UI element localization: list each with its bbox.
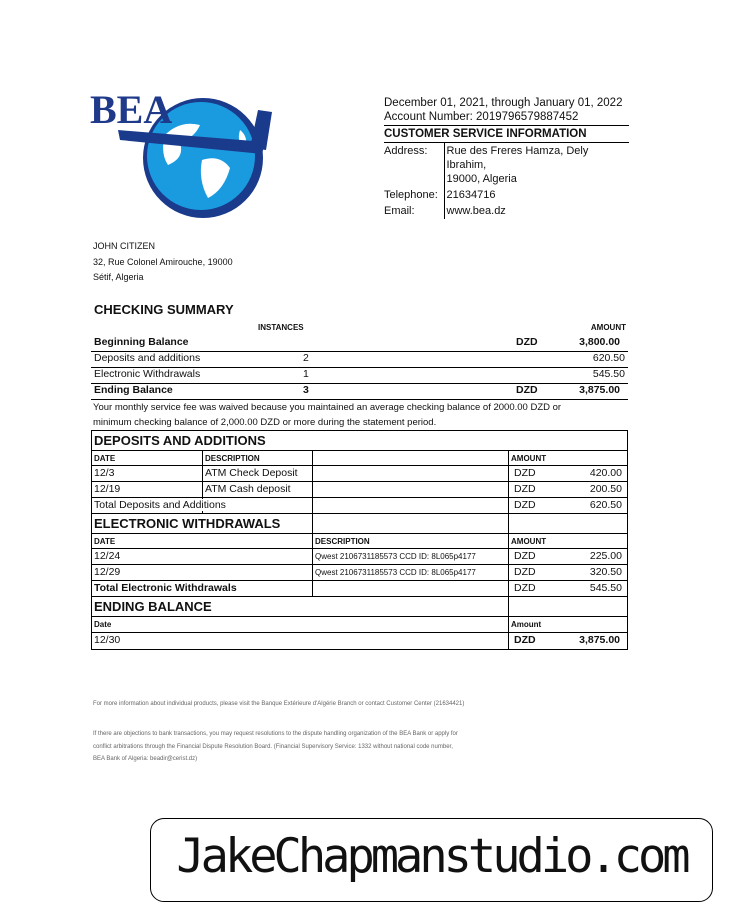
- deposits-col-amount: AMOUNT: [511, 454, 547, 463]
- statement-header: [384, 96, 629, 219]
- customer-name: JOHN CITIZEN: [93, 241, 155, 251]
- account-number: Account Number: 2019796579887452: [384, 111, 579, 123]
- csi-title: CUSTOMER SERVICE INFORMATION: [384, 125, 629, 143]
- note-line1: Your monthly service fee was waived because you maintained an average checking balance of 2000.00 DZD or: [93, 402, 562, 413]
- ending-amount: 3,875.00: [579, 384, 620, 396]
- withdrawal-row: [91, 565, 628, 581]
- footer-info: For more information about individual products, please visit the Banque Extérieure d'Algérie Branch or contact Customer Center (21634421): [93, 701, 465, 707]
- withdrawal-cur: DZD: [514, 550, 536, 562]
- ending-title: ENDING BALANCE: [94, 599, 212, 614]
- ending-row: [91, 633, 628, 649]
- deposits-total-row: [91, 498, 628, 514]
- deposit-cur: DZD: [514, 483, 536, 495]
- withdrawals-total-amount: 545.50: [589, 582, 622, 594]
- withdrawals-col-date: DATE: [94, 537, 116, 546]
- col-instances: INSTANCES: [258, 323, 304, 332]
- withdrawals-instances: 1: [303, 368, 309, 380]
- deposit-cur: DZD: [514, 467, 536, 479]
- withdrawals-label: Electronic Withdrawals: [94, 368, 201, 380]
- deposit-date: 12/19: [94, 483, 121, 495]
- withdrawal-desc: Qwest 2106731185573 CCD ID: 8L065p4177: [315, 568, 476, 577]
- deposit-row: [91, 482, 628, 498]
- deposits-col-desc: DESCRIPTION: [205, 454, 260, 463]
- address-line2: 19000, Algeria: [446, 173, 517, 185]
- withdrawals-title: ELECTRONIC WITHDRAWALS: [94, 516, 281, 531]
- address-label: Address:: [384, 145, 428, 157]
- withdrawals-total-label: Total Electronic Withdrawals: [94, 582, 237, 594]
- deposits-total-amount: 620.50: [589, 499, 622, 511]
- beginning-amount: 3,800.00: [579, 336, 620, 348]
- withdrawals-total-cur: DZD: [514, 582, 536, 594]
- withdrawals-col-desc: DESCRIPTION: [315, 537, 370, 546]
- telephone-value: 21634716: [444, 187, 629, 203]
- ending-cur: DZD: [516, 384, 538, 396]
- footer-disclaimer: [93, 728, 458, 766]
- address-line1: Rue des Freres Hamza, Dely Ibrahim,: [446, 145, 589, 171]
- customer-street: 32, Rue Colonel Amirouche, 19000: [93, 256, 233, 267]
- watermark-text: JakeChapmanstudio.com: [176, 829, 687, 884]
- deposit-date: 12/3: [94, 467, 115, 479]
- deposits-instances: 2: [303, 352, 309, 364]
- customer-city: Sétif, Algeria: [93, 272, 144, 282]
- deposit-desc: ATM Check Deposit: [205, 467, 298, 479]
- deposits-title: DEPOSITS AND ADDITIONS: [94, 433, 266, 448]
- transactions-section: [91, 430, 628, 652]
- deposit-desc: ATM Cash deposit: [205, 483, 291, 495]
- ending-label: Ending Balance: [94, 384, 173, 396]
- withdrawal-date: 12/29: [94, 566, 121, 578]
- bank-logo: [90, 90, 275, 225]
- deposits-total-label: Total Deposits and Additions: [94, 499, 226, 511]
- fee-waiver-note: [93, 400, 561, 430]
- watermark-banner: [150, 818, 713, 902]
- ending-col-amount: Amount: [511, 620, 542, 629]
- deposits-row: [91, 351, 628, 367]
- withdrawal-cur: DZD: [514, 566, 536, 578]
- ending-col-date: Date: [94, 620, 112, 629]
- ending-row-cur: DZD: [514, 634, 536, 646]
- email-value: www.bea.dz: [444, 203, 629, 219]
- ending-date: 12/30: [94, 634, 121, 646]
- withdrawals-row: [91, 367, 628, 383]
- csi-table: [384, 143, 629, 219]
- telephone-label: Telephone:: [384, 189, 438, 201]
- email-label: Email:: [384, 205, 415, 217]
- withdrawals-amount: 545.50: [592, 368, 625, 380]
- footer-line2: If there are objections to bank transactions, you may request resolutions to the dispute handling organization of the BEA Bank or apply for: [93, 731, 458, 737]
- withdrawals-col-amount: AMOUNT: [511, 537, 547, 546]
- footer-line4: BEA Bank of Algeria: beadir@cerist.dz): [93, 756, 198, 762]
- ending-row-amount: 3,875.00: [579, 634, 620, 646]
- deposit-row: [91, 466, 628, 482]
- checking-title: CHECKING SUMMARY: [94, 302, 234, 317]
- statement-period: December 01, 2021, through January 01, 2022: [384, 97, 623, 109]
- deposit-amount: 420.00: [589, 467, 622, 479]
- withdrawal-amount: 320.50: [589, 566, 622, 578]
- note-line2: minimum checking balance of 2,000.00 DZD or more during the statement period.: [93, 417, 437, 428]
- withdrawal-date: 12/24: [94, 550, 121, 562]
- deposits-col-date: DATE: [94, 454, 116, 463]
- ending-balance-row: [91, 383, 628, 399]
- deposits-total-cur: DZD: [514, 499, 536, 511]
- beginning-cur: DZD: [516, 336, 538, 348]
- withdrawal-desc: Qwest 2106731185573 CCD ID: 8L065p4177: [315, 552, 476, 561]
- withdrawals-total-row: [91, 581, 628, 597]
- ending-instances: 3: [303, 384, 309, 396]
- checking-summary: [91, 302, 628, 430]
- beginning-label: Beginning Balance: [94, 336, 189, 348]
- beginning-balance-row: [91, 335, 628, 351]
- footer-line3: conflict arbitrations through the Financial Dispute Resolution Board. (Financial Supervisory Service: 1332 without national code number,: [93, 743, 453, 750]
- col-amount: AMOUNT: [590, 323, 626, 332]
- deposit-amount: 200.50: [589, 483, 622, 495]
- deposits-amount: 620.50: [592, 352, 625, 364]
- withdrawal-amount: 225.00: [589, 550, 622, 562]
- deposits-label: Deposits and additions: [94, 352, 201, 364]
- withdrawal-row: [91, 549, 628, 565]
- customer-address: [93, 239, 233, 286]
- logo-text: BEA: [90, 90, 173, 132]
